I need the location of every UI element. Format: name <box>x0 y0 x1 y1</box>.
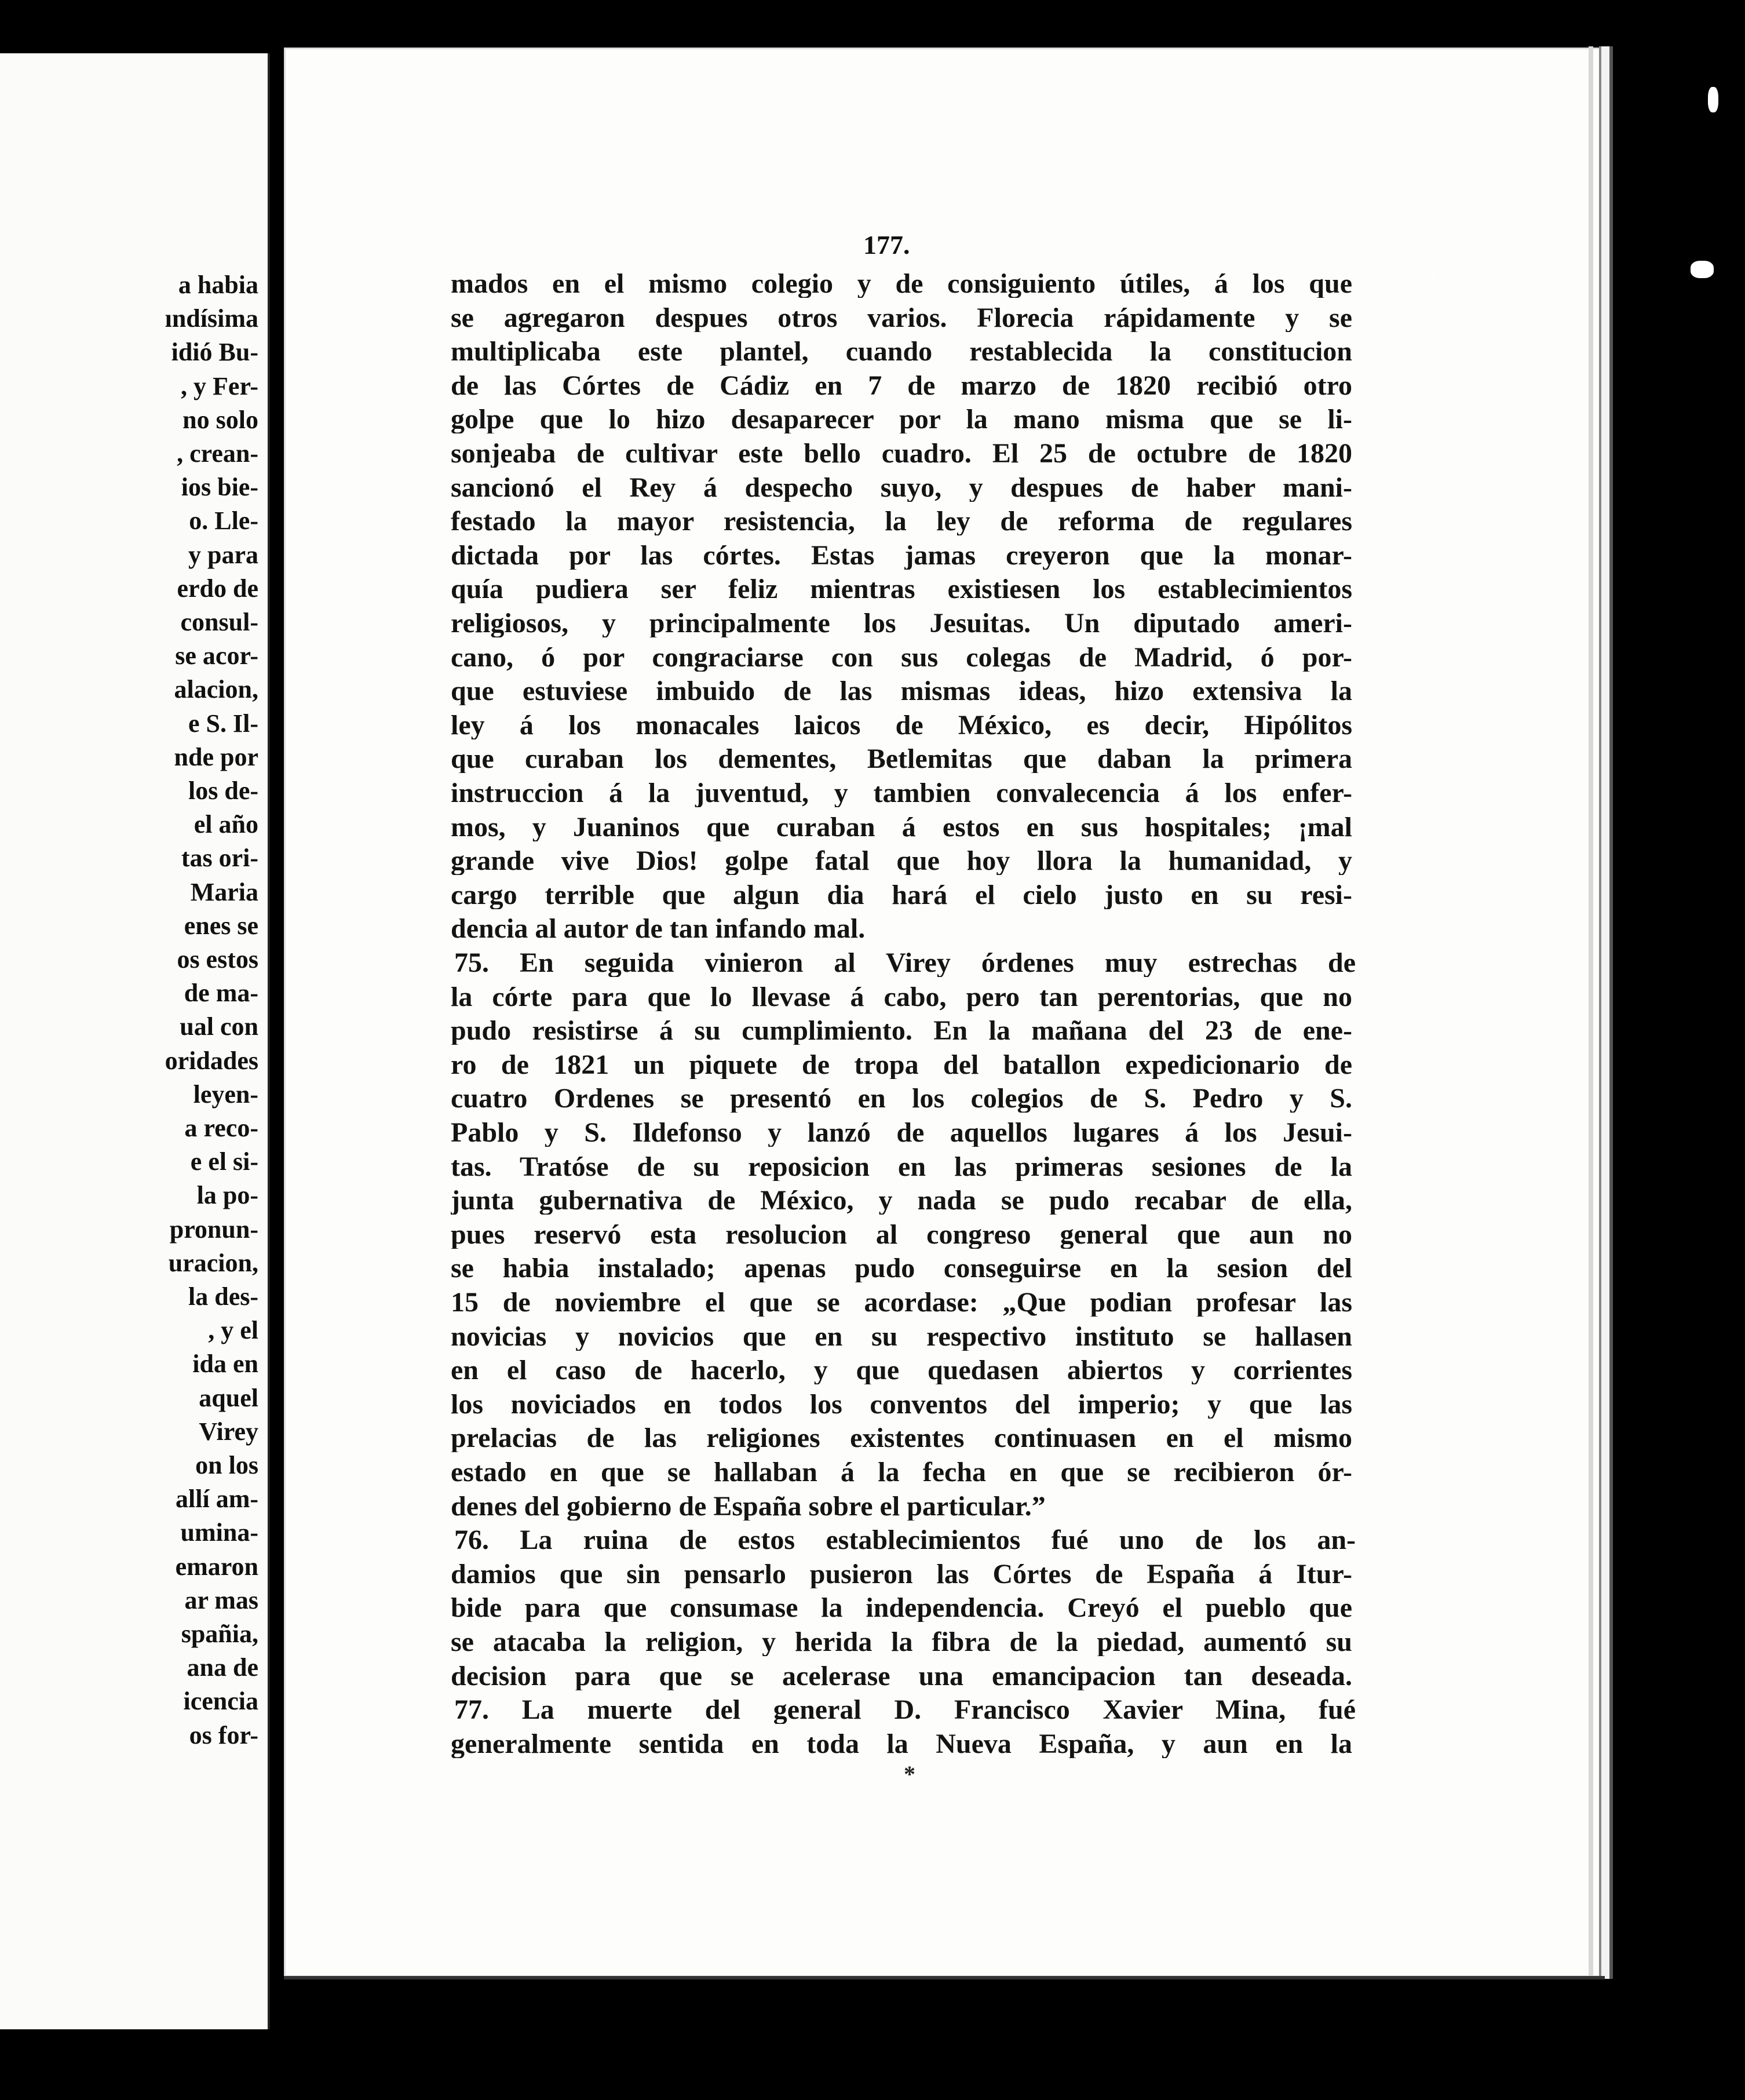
text-line: instruccion á la juventud, y tambien convalecencia á los enfer- <box>451 779 1352 807</box>
text-line: estado en que se hallaban á la fecha en que se recibieron ór- <box>451 1459 1352 1486</box>
left-page-line: idió Bu- <box>171 338 258 367</box>
left-page-line: e el si- <box>190 1147 258 1176</box>
left-page-line: spañia, <box>181 1620 258 1648</box>
left-page-line: , y Fer- <box>181 371 258 400</box>
text-line: religiosos, y principalmente los Jesuitas. Un diputado ameri- <box>451 610 1352 637</box>
text-line: damios que sin pensarlo pusieron las Córtes de España á Itur- <box>451 1560 1352 1588</box>
text-line: cargo terrible que algun dia hará el cielo justo en su resi- <box>451 881 1352 909</box>
left-page-line: os estos <box>177 945 258 974</box>
page-number: 177. <box>863 230 910 260</box>
text-line: cuatro Ordenes se presentó en los colegios de S. Pedro y S. <box>451 1085 1352 1113</box>
text-line: golpe que lo hizo desaparecer por la mano misma que se li- <box>451 406 1352 434</box>
text-line: que estuviese imbuido de las mismas ideas, hizo extensiva la <box>451 677 1352 706</box>
text-line: mos, y Juaninos que curaban á estos en sus hospitales; ¡mal <box>451 813 1352 841</box>
left-page-line: no solo <box>182 405 258 434</box>
left-page-line: tas ori- <box>181 844 258 873</box>
text-line: generalmente sentida en toda la Nueva España, y aun en la <box>451 1730 1352 1758</box>
text-line: festado la mayor resistencia, la ley de reforma de regulares <box>451 508 1352 536</box>
text-line: que curaban los dementes, Betlemitas que daban la primera <box>451 745 1352 774</box>
text-line: en el caso de hacerlo, y que quedasen abiertos y corrientes <box>451 1357 1352 1385</box>
text-line: los noviciados en todos los conventos del imperio; y que las <box>451 1390 1352 1419</box>
left-page-line: aquel <box>199 1383 258 1412</box>
left-page-line: a habia <box>178 271 258 299</box>
text-line: multiplicaba este plantel, cuando restablecida la constitucion <box>451 338 1352 366</box>
scan-speck <box>1431 272 1434 276</box>
text-line: ley á los monacales laicos de México, es decir, Hipólitos <box>451 711 1352 739</box>
left-page-line: de ma- <box>184 979 258 1008</box>
text-line: dictada por las córtes. Estas jamas creyeron que la monar- <box>451 541 1352 570</box>
text-line: de las Córtes de Cádiz en 7 de marzo de 1820 recibió otro <box>451 371 1352 400</box>
left-page-line: Maria <box>190 877 258 906</box>
text-line: 77. La muerte del general D. Francisco Xavier Mina, fué <box>454 1696 1356 1725</box>
left-page-line: ida en <box>192 1350 258 1379</box>
text-line: sonjeaba de cultivar este bello cuadro. El 25 de octubre de 1820 <box>451 440 1352 468</box>
left-page-line: uracion, <box>168 1248 258 1277</box>
scan-speck <box>1691 261 1714 278</box>
text-line: prelacias de las religiones existentes continuasen en el mismo <box>451 1424 1352 1453</box>
left-page-line: , y el <box>208 1316 258 1345</box>
text-line: dencia al autor de tan infando mal. <box>451 915 866 943</box>
text-line: ro de 1821 un piquete de tropa del batallon expedicionario de <box>451 1051 1352 1079</box>
left-page-line: oridades <box>165 1046 258 1075</box>
left-page-line: Virey <box>199 1417 258 1446</box>
left-page-line: ual con <box>180 1012 258 1041</box>
text-line: decision para que se acelerase una emancipacion tan deseada. <box>451 1662 1352 1690</box>
scan-speck <box>1708 87 1718 112</box>
left-page-line: icencia <box>183 1687 258 1716</box>
left-page-line: y para <box>188 540 258 569</box>
text-line: se habia instalado; apenas pudo conseguirse en la sesion del <box>451 1255 1352 1283</box>
text-line: pues reservó esta resolucion al congreso general que aun no <box>451 1220 1352 1249</box>
left-page-line: umina- <box>180 1518 258 1547</box>
left-page-line: o. Lle- <box>189 506 258 535</box>
left-page-line: el año <box>194 810 258 839</box>
text-line: quía pudiera ser feliz mientras existiesen los establecimientos <box>451 575 1352 604</box>
text-line: denes del gobierno de España sobre el particular.” <box>451 1492 1046 1521</box>
left-page <box>0 53 270 2029</box>
left-page-line: , crean- <box>177 439 258 468</box>
left-page-line: alacion, <box>174 675 258 704</box>
text-line: 76. La ruina de estos establecimientos fué uno de los an- <box>454 1526 1356 1555</box>
left-page-line: ar mas <box>184 1585 258 1614</box>
left-page-line: ındísima <box>165 304 258 333</box>
page-edge-outer <box>1599 46 1613 1979</box>
left-page-line: allí am- <box>176 1485 258 1514</box>
text-line: grande vive Dios! golpe fatal que hoy llora la humanidad, y <box>451 847 1352 876</box>
text-line: cano, ó por congraciarse con sus colegas de Madrid, ó por- <box>451 643 1352 672</box>
left-page-line: os for- <box>189 1720 258 1749</box>
text-line: 15 de noviembre el que se acordase: „Que podian profesar las <box>451 1289 1352 1317</box>
left-page-line: enes se <box>184 911 258 940</box>
text-line: tas. Tratóse de su reposicion en las primeras sesiones de la <box>451 1153 1352 1181</box>
text-line: la córte para que lo llevase á cabo, pero tan perentorias, que no <box>451 983 1352 1011</box>
left-page-line: leyen- <box>193 1080 258 1109</box>
signature-mark: * <box>904 1761 915 1787</box>
left-page-line: nde por <box>174 742 258 771</box>
text-line: bide para que consumase la independencia. Creyó el pueblo que <box>451 1594 1352 1623</box>
left-page-line: la des- <box>188 1282 258 1311</box>
text-line: se agregaron despues otros varios. Florecia rápidamente y se <box>451 304 1352 332</box>
text-line: novicias y novicios que en su respectivo instituto se hallasen <box>451 1322 1352 1351</box>
left-page-line: on los <box>195 1451 258 1479</box>
left-page-line: la po- <box>196 1181 258 1210</box>
left-page-line: erdo de <box>177 574 258 603</box>
left-page-line: e S. Il- <box>188 709 258 738</box>
page-edge <box>1589 46 1593 1979</box>
left-page-line: emaron <box>175 1552 258 1581</box>
text-line: pudo resistirse á su cumplimiento. En la mañana del 23 de ene- <box>451 1017 1352 1045</box>
left-page-line: consul- <box>180 608 258 636</box>
page-bottom-edge <box>284 1976 1605 1979</box>
text-line: mados en el mismo colegio y de consiguiento útiles, á los que <box>451 270 1352 298</box>
left-page-line: ana de <box>187 1653 258 1682</box>
left-page-line: a reco- <box>184 1114 258 1142</box>
left-page-line: ios bie- <box>181 473 258 502</box>
text-line: Pablo y S. Ildefonso y lanzó de aquellos lugares á los Jesui- <box>451 1119 1352 1147</box>
text-line: junta gubernativa de México, y nada se pudo recabar de ella, <box>451 1187 1352 1215</box>
text-line: se atacaba la religion, y herida la fibra de la piedad, aumentó su <box>451 1628 1352 1656</box>
left-page-line: los de- <box>188 776 258 805</box>
text-line: sancionó el Rey á despecho suyo, y despues de haber mani- <box>451 473 1352 502</box>
left-page-line: se acor- <box>175 641 258 670</box>
left-page-line: pronun- <box>169 1215 258 1244</box>
text-line: 75. En seguida vinieron al Virey órdenes muy estrechas de <box>454 949 1356 977</box>
